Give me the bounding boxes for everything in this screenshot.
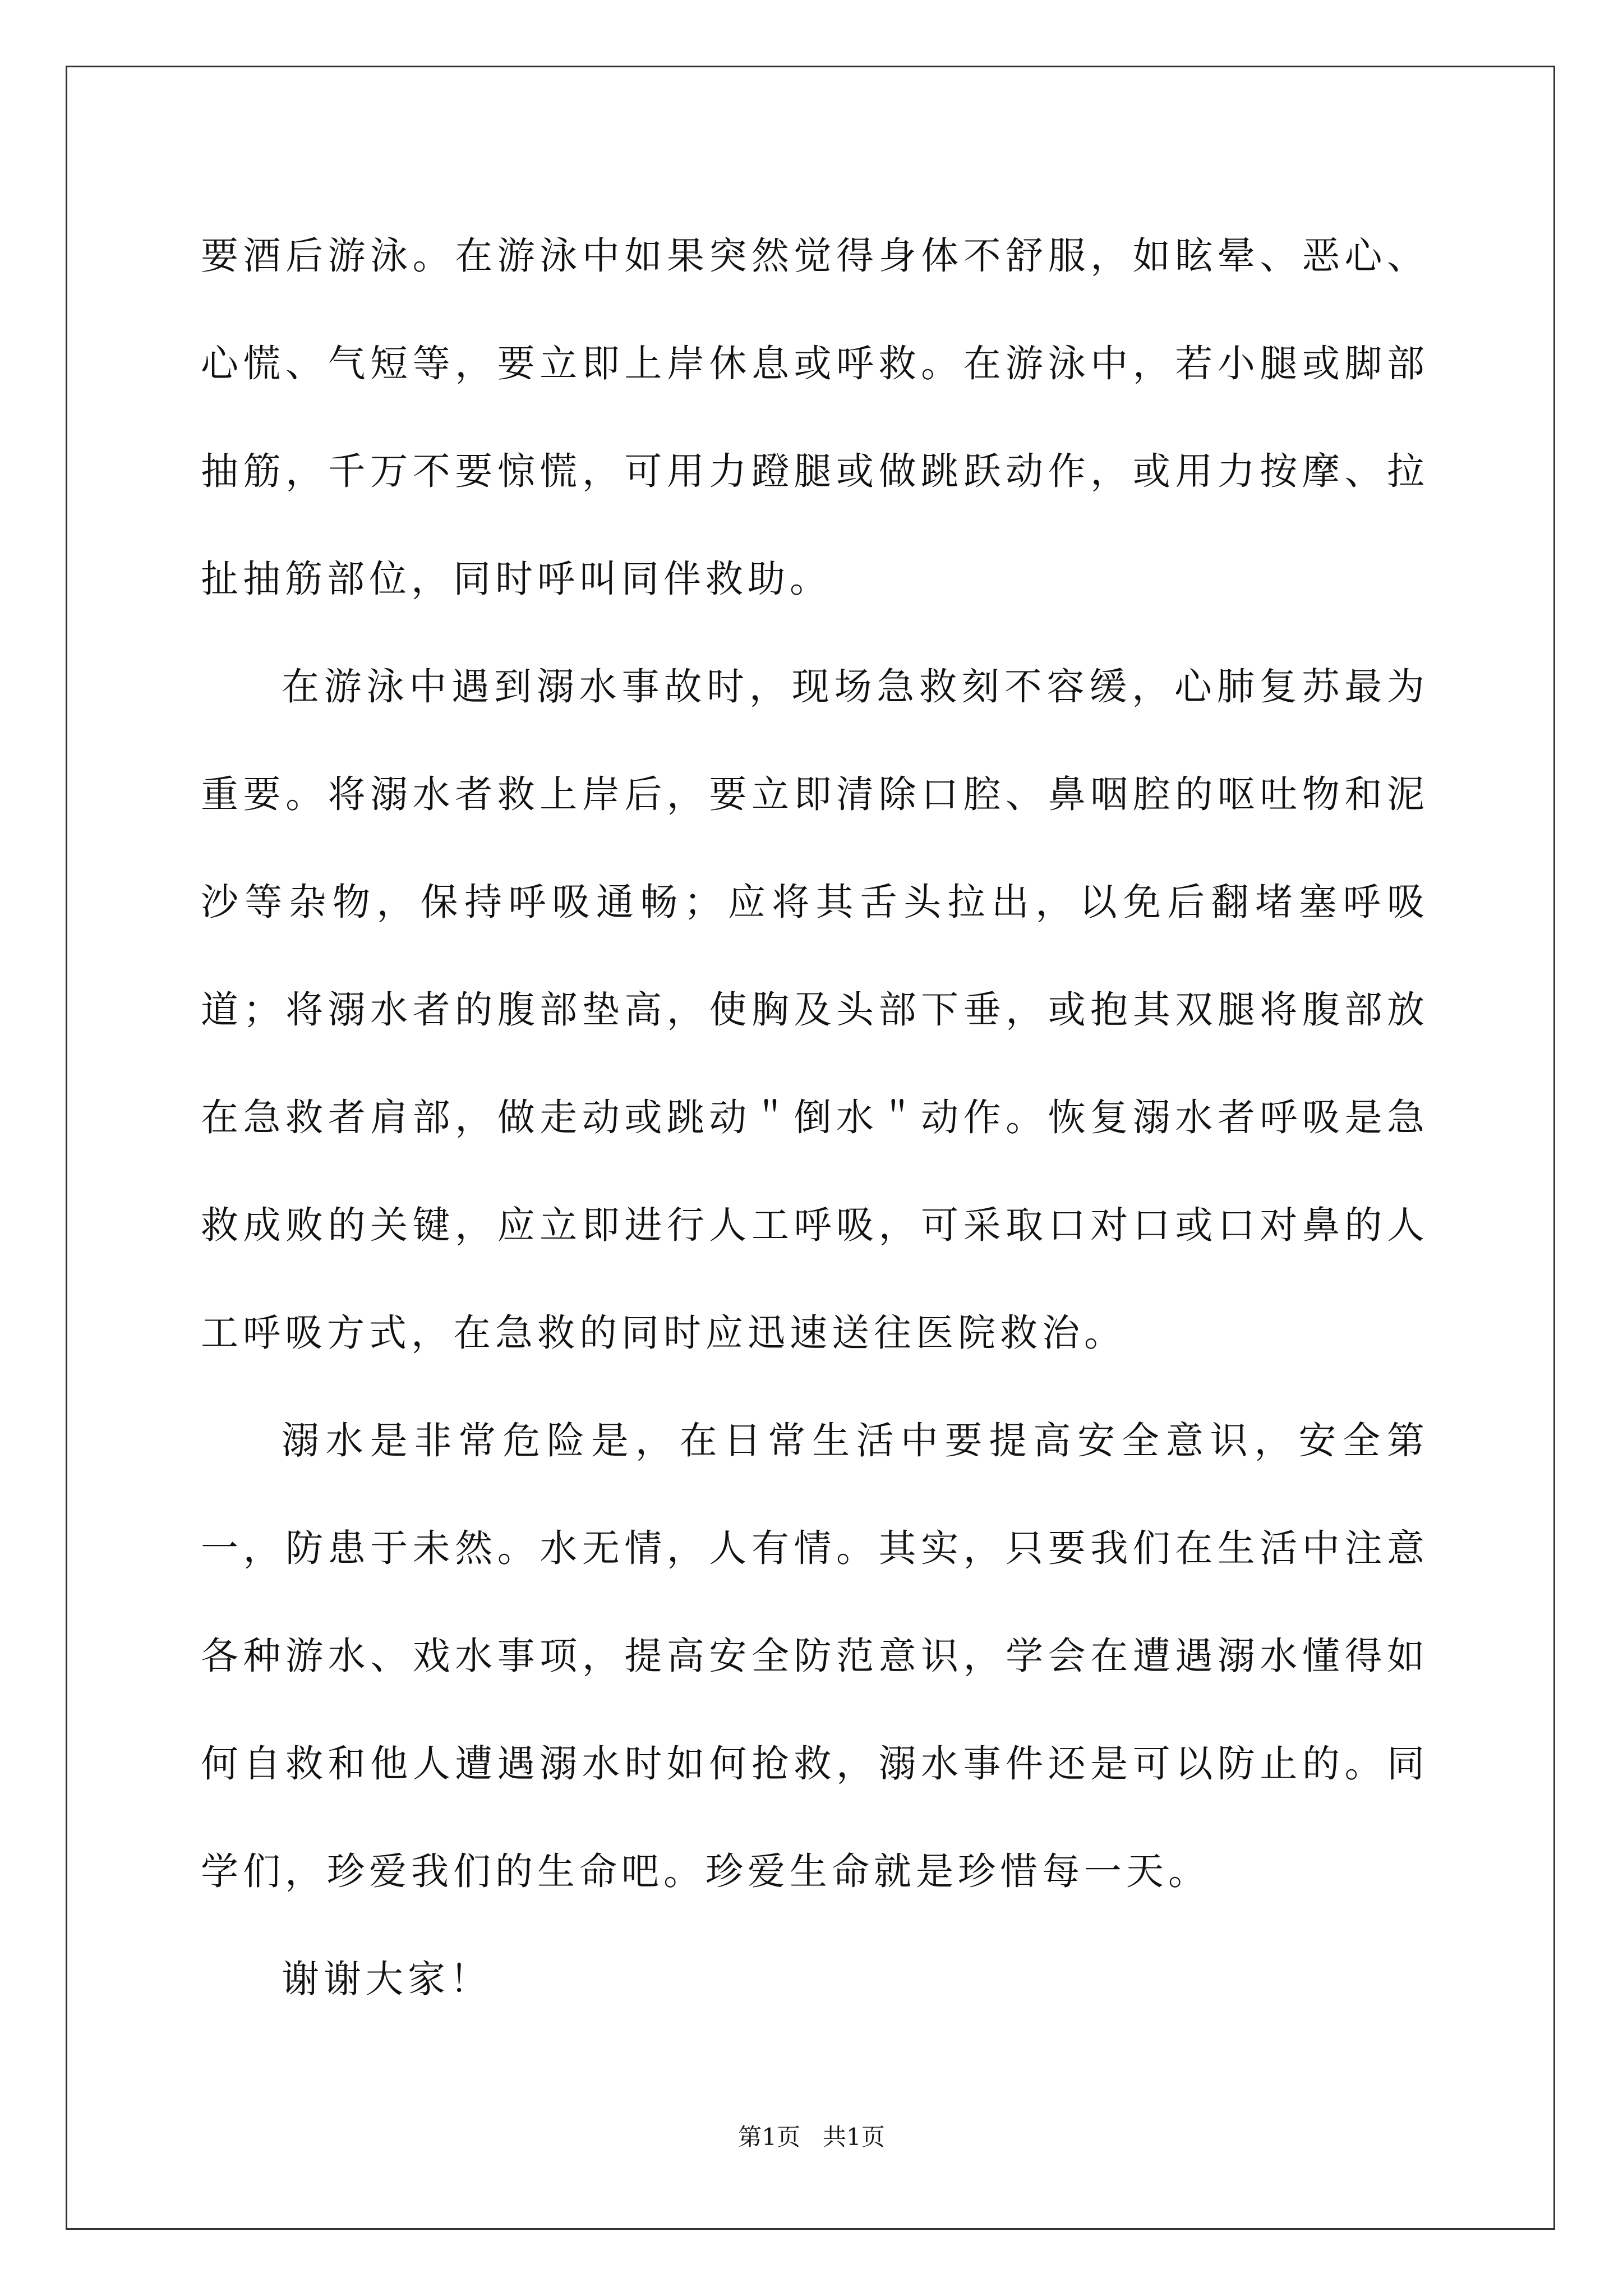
page-total: 共1页 [823,2123,885,2151]
paragraph-3: 溺水是非常危险是，在日常生活中要提高安全意识，安全第一，防患于未然。水无情，人有情。其实，只要我们在生活中注意各种游水、戏水事项，提高安全防范意识，学会在遭遇溺水懂得如何自救和他人遭遇溺水时如何抢救，溺水事件还是可以防止的。同学们，珍爱我们的生命吧。珍爱生命就是珍惜每一天。 [201,1419,1429,1893]
paragraph-4: 谢谢大家！ [282,1957,492,2001]
paragraph-2: 在游泳中遇到溺水事故时，现场急救刻不容缓，心肺复苏最为重要。将溺水者救上岸后，要立即清除口腔、鼻咽腔的呕吐物和泥沙等杂物，保持呼吸通畅；应将其舌头拉出，以免后翻堵塞呼吸道；将溺水者的腹部垫高，使胸及头部下垂，或抱其双腿将腹部放在急救者肩部，做走动或跳动＂倒水＂动作。恢复溺水者呼吸是急救成败的关键，应立即进行人工呼吸，可采取口对口或口对鼻的人工呼吸方式，在急救的同时应迅速送往医院救治。 [201,665,1429,1355]
page-footer [0,2120,1623,2154]
document-body [201,202,1429,2033]
page-number: 第1页 [738,2123,800,2151]
paragraph-1: 要酒后游泳。在游泳中如果突然觉得身体不舒服，如眩晕、恶心、心慌、气短等，要立即上岸休息或呼救。在游泳中，若小腿或脚部抽筋，千万不要惊慌，可用力蹬腿或做跳跃动作，或用力按摩、拉扯抽筋部位，同时呼叫同伴救助。 [201,234,1429,601]
